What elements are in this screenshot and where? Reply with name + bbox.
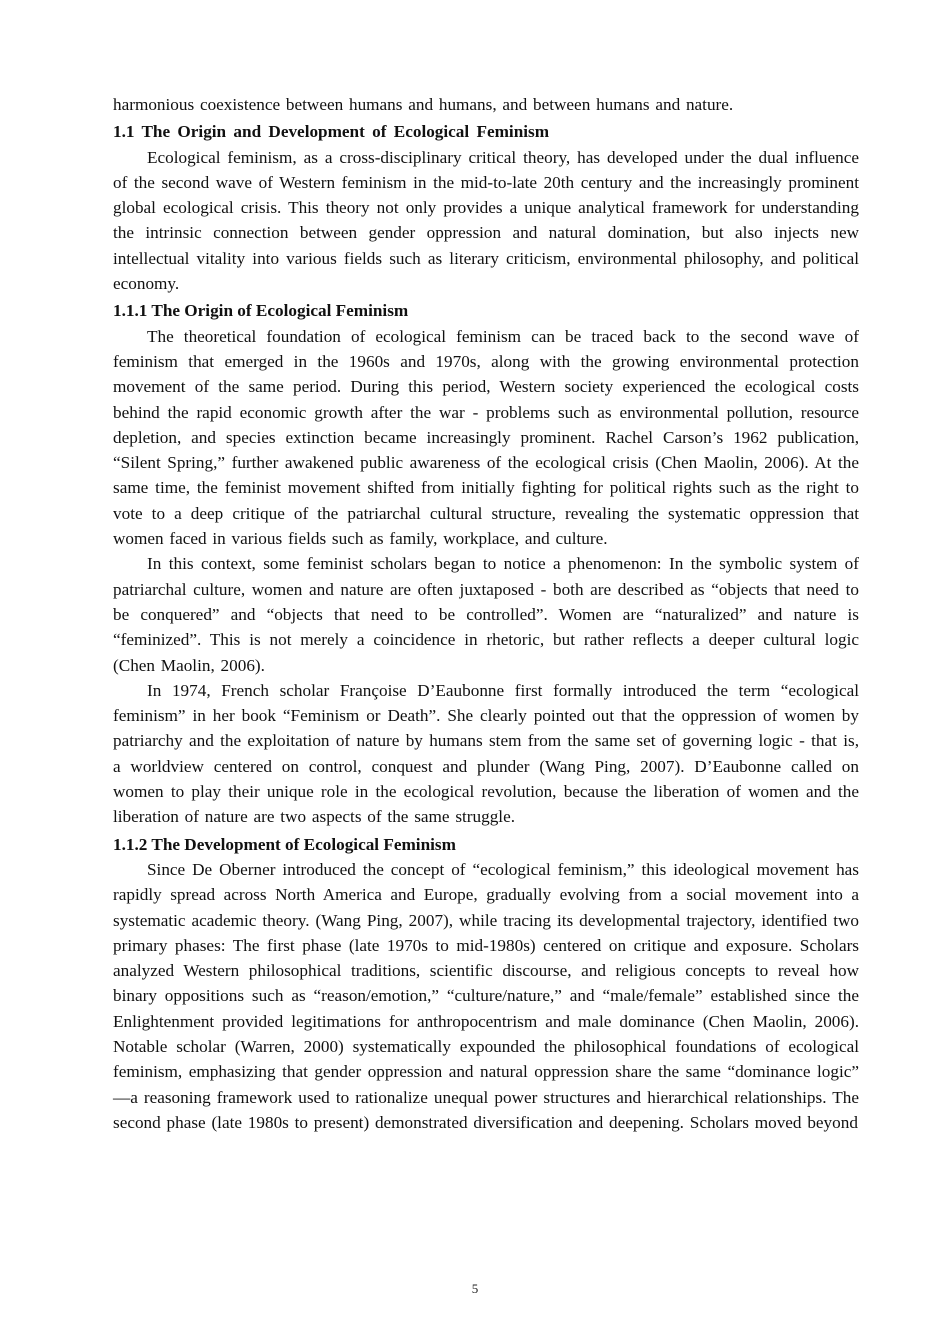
section-heading-1-1: 1.1 The Origin and Development of Ecological Feminism — [113, 122, 550, 142]
section-1-1-1-paragraph-3: In 1974, French scholar Françoise D’Eaubonne first formally introduced the term “ecological feminism” in her book “Feminism or Death”. She clearly pointed out that the oppression of women by patriarchy and the exploitation of nature by humans stem from the same set of governing logic - that is, a worldview centered on control, conquest and plunder (Wang Ping, 2007). D’Eaubonne called on women to play their unique role in the ecological revolution, because the liberation of women and the liberation of nature are two aspects of the same struggle. — [113, 680, 859, 827]
section-1-1-1-paragraph-1: The theoretical foundation of ecological feminism can be traced back to the second wave of feminism that emerged in the 1960s and 1970s, along with the growing environmental protection movement of the same period. During this period, Western society experienced the ecological costs behind the rapid economic growth after the war - problems such as environmental pollution, resource depletion, and species extinction became increasingly prominent. Rachel Carson’s 1962 publication, “Silent Spring,” further awakened public awareness of the ecological crisis (Chen Maolin, 2006). At the same time, the feminist movement shifted from initially fighting for political rights such as the right to vote to a deep critique of the patriarchal cultural structure, revealing the systematic oppression that women faced in various fields such as family, workplace, and culture. — [113, 326, 859, 549]
section-1-1-1-paragraph-2: In this context, some feminist scholars began to notice a phenomenon: In the symbolic system of patriarchal culture, women and nature are often juxtaposed - both are described as “objects that need to be conquered” and “objects that need to be controlled”. Women are “naturalized” and nature is “feminized”. This is not merely a coincidence in rhetoric, but rather reflects a deeper cultural logic (Chen Maolin, 2006). — [113, 554, 859, 675]
continuation-paragraph: harmonious coexistence between humans and humans, and between humans and nature. — [113, 95, 734, 114]
section-heading-1-1-2: 1.1.2 The Development of Ecological Feminism — [113, 834, 456, 854]
document-page — [113, 92, 859, 1135]
page-number: 5 — [471, 1281, 479, 1296]
section-1-1-2-paragraph: Since De Oberner introduced the concept of “ecological feminism,” this ideological movement has rapidly spread across North America and Europe, gradually evolving from a social movement into a systematic academic theory. (Wang Ping, 2007), while tracing its developmental trajectory, identified two primary phases: The first phase (late 1970s to mid-1980s) centered on critique and exposure. Scholars analyzed Western philosophical traditions, scientific discourse, and religious concepts to reveal how binary oppositions such as “reason/emotion,” “culture/nature,” and “male/female” established since the Enlightenment provided legitimations for anthropocentrism and male dominance (Chen Maolin, 2006). Notable scholar (Warren, 2000) systematically expounded the philosophical foundations of ecological feminism, emphasizing that gender oppression and natural oppression share the same “dominance logic” —a reasoning framework used to rationalize unequal power structures and hierarchical relationships. The second phase (late 1980s to present) demonstrated diversification and deepening. Scholars moved beyond — [113, 859, 859, 1132]
section-heading-1-1-1: 1.1.1 The Origin of Ecological Feminism — [113, 301, 409, 321]
section-1-1-paragraph: Ecological feminism, as a cross-disciplinary critical theory, has developed under the dual influence of the second wave of Western feminism in the mid-to-late 20th century and the increasingly prominent global ecological crisis. This theory not only provides a unique analytical framework for understanding the intrinsic connection between gender oppression and natural domination, but also injects new intellectual vitality into various fields such as literary criticism, environmental philosophy, and political economy. — [113, 147, 859, 294]
